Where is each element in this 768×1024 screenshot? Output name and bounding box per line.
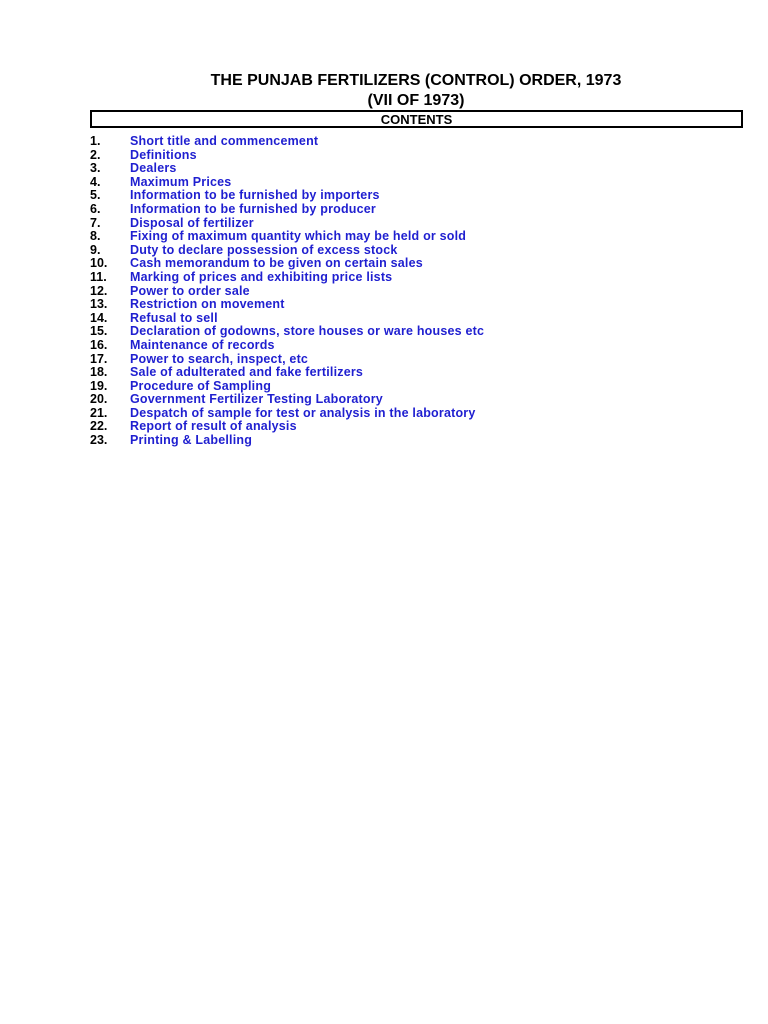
toc-item-number: 19. — [90, 378, 108, 393]
toc-item-link[interactable]: Definitions — [130, 147, 197, 162]
toc-item-link[interactable]: Information to be furnished by producer — [130, 201, 377, 216]
toc-item-number: 9. — [90, 242, 101, 257]
toc-item-number: 7. — [90, 215, 101, 230]
toc-item-link[interactable]: Sale of adulterated and fake fertilizers — [130, 365, 364, 380]
toc-item-number: 11. — [90, 269, 107, 284]
toc-item-link[interactable]: Despatch of sample for test or analysis in the laboratory — [130, 405, 476, 420]
toc-item-link[interactable]: Refusal to sell — [130, 310, 218, 325]
toc-item-number: 13. — [90, 297, 108, 312]
toc-item-link[interactable]: Printing & Labelling — [130, 433, 253, 448]
toc-item-link[interactable]: Restriction on movement — [130, 297, 285, 312]
toc-item-number: 20. — [90, 392, 108, 407]
toc-item-number: 10. — [90, 256, 108, 271]
toc-item-link[interactable]: Report of result of analysis — [130, 419, 297, 434]
toc-item-link[interactable]: Procedure of Sampling — [130, 378, 272, 393]
toc-item-link[interactable]: Fixing of maximum quantity which may be held or sold — [130, 229, 467, 244]
toc-item-number: 22. — [90, 419, 108, 434]
toc-item-number: 3. — [90, 161, 101, 176]
toc-item-number: 6. — [90, 201, 101, 216]
toc-item-link[interactable]: Dealers — [130, 161, 177, 176]
toc-item-number: 4. — [90, 174, 101, 189]
toc-item-link[interactable]: Disposal of fertilizer — [130, 215, 254, 230]
toc-item-number: 5. — [90, 188, 101, 203]
toc-item-link[interactable]: Declaration of godowns, store houses or ware houses etc — [130, 324, 485, 339]
toc-item-number: 21. — [90, 405, 108, 420]
toc-item-number: 15. — [90, 324, 108, 339]
toc-item-link[interactable]: Duty to declare possession of excess stock — [130, 242, 398, 257]
toc-item-link[interactable]: Information to be furnished by importers — [130, 188, 380, 203]
toc-item-link[interactable]: Marking of prices and exhibiting price lists — [130, 269, 393, 284]
toc-item-link[interactable]: Maximum Prices — [130, 174, 232, 189]
toc-item-link[interactable]: Short title and commencement — [130, 134, 319, 148]
toc-item-link[interactable]: Maintenance of records — [130, 337, 275, 352]
toc-item-link[interactable]: Cash memorandum to be given on certain sales — [130, 256, 423, 271]
toc-item-number: 12. — [90, 283, 108, 298]
document-subtitle: (VII OF 1973) — [367, 92, 465, 109]
toc-item-link[interactable]: Government Fertilizer Testing Laboratory — [130, 392, 383, 407]
toc-item-link[interactable]: Power to order sale — [130, 283, 250, 298]
toc-item-number: 17. — [90, 351, 108, 366]
toc-item-number: 18. — [90, 365, 108, 380]
document-title: THE PUNJAB FERTILIZERS (CONTROL) ORDER, 1973 — [210, 72, 622, 89]
toc-item-number: 1. — [90, 134, 101, 148]
toc-item-number: 8. — [90, 229, 101, 244]
toc-item-link[interactable]: Power to search, inspect, etc — [130, 351, 309, 366]
toc-item-number: 2. — [90, 147, 101, 162]
toc-item-number: 14. — [90, 310, 108, 325]
toc-item-number: 23. — [90, 433, 108, 448]
contents-heading: CONTENTS — [90, 110, 743, 128]
toc-item-number: 16. — [90, 337, 108, 352]
